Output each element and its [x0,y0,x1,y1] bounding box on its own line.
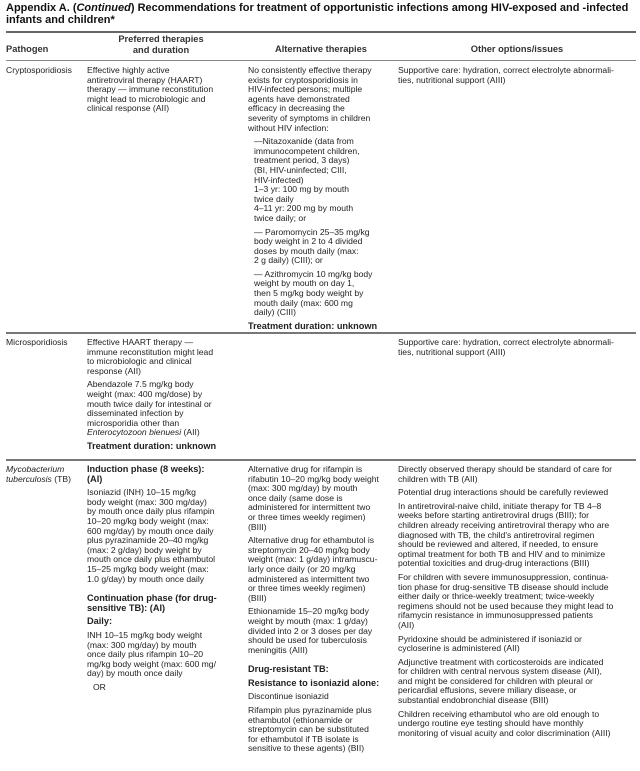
pathogen-name: Mycobacterium tuberculosis [6,464,65,484]
other-cell [398,465,638,742]
paragraph: Alternative drug for ethambutol is streptomycin 20–40 mg/kg body weight (max: 1 g/day) intramuscu- larly once daily (or 20 mg/kg administered as intermittent two or three times weekly regimen) (BIII) [248,535,378,603]
paragraph: Supportive care: hydration, correct electrolyte abnormali- ties, nutritional support (AIII) [398,65,614,85]
paragraph: Supportive care: hydration, correct electrolyte abnormali- ties, nutritional support (AIII) [398,337,614,357]
paragraph: Isoniazid (INH) 10–15 mg/kg body weight (max: 300 mg/day) by mouth once daily plus rifampin 10–20 mg/kg body weight (max: 600 mg/day) by mouth once daily plus pyrazinamide 20–40 mg/kg (max: 2 g/day) body weight by mouth once daily plus ethambutol 15–25 mg/kg body weight (max: 1.0 g/day) by mouth once daily [87,487,216,584]
organism-name: Enterocytozoon bienuesi [87,427,182,438]
paragraph: No consistently effective therapy exists for cryptosporidiosis in HIV-infected persons; multiple agents have demonstrated efficacy in decreasing the severity of symptoms in children without HIV infection: [248,65,372,133]
pathogen-cell [6,338,84,348]
section-heading: Treatment duration: unknown [248,320,378,331]
paragraph: Adjunctive treatment with corticosteroids are indicated for children with central nervous system disease (AII), and might be considered for children with pleural or pericardial effusions, severe miliary disease, or substantial endobronchial disease (BIII) [398,656,604,706]
title-italic: Continued [76,2,131,14]
pathogen-name: Cryptosporidiosis [6,65,72,75]
section-heading: Continuation phase (for drug- sensitive TB): (AI) [87,593,217,613]
paragraph: For children with severe immunosuppression, continua- tion phase for drug-sensitive TB disease should include either daily or thrice-weekly treatment; twice-weekly regimens should not be used because they might lead to rifamycin resistance in immunosuppressed patients (AII) [398,571,614,630]
alternative-cell [248,66,398,335]
title-text: ) Recommendations for treatment of opportunistic infections among HIV-exposed and -infected infants and children* [6,2,629,26]
paragraph: — Paromomycin 25–35 mg/kg body weight in 2 to 4 divided doses by mouth daily (max: 2 g daily) (CIII); or [254,226,370,266]
paragraph: Ethionamide 15–20 mg/kg body weight by mouth (max: 1 g/day) divided into 2 or 3 doses per day should be used for tuberculosis meningitis (AIII) [248,606,373,655]
other-cell [398,66,638,89]
alternative-cell [248,465,398,758]
row-divider [6,332,636,334]
paragraph: INH 10–15 mg/kg body weight (max: 300 mg/day) by mouth once daily plus rifampin 10–20 mg/kg body weight (max: 600 mg/ day) by mouth once daily [87,629,216,679]
paragraph: Rifampin plus pyrazinamide plus ethambutol (ethionamide or streptomycin can be substituted for ethambutol if TB isolate is sensitive to these agents) (BII) [248,705,372,754]
paragraph: Potential drug interactions should be carefully reviewed [398,487,609,498]
paragraph: Directly observed therapy should be standard of care for children with TB (AII) [398,464,613,484]
preferred-cell [87,66,239,118]
section-heading: Drug-resistant TB: [248,664,329,675]
paragraph: Abendazole 7.5 mg/kg body weight (max: 400 mg/dose) by mouth twice daily for intestinal or disseminated infection by microsporidia other than [87,379,212,428]
preferred-cell [87,465,239,696]
header-pathogen: Pathogen [6,44,49,54]
pathogen-name: Microsporidiosis [6,337,68,347]
section-heading: Induction phase (8 weeks): (AI) [87,464,205,484]
paragraph [87,428,239,438]
header-preferred: Preferred therapies and duration [118,34,204,55]
paragraph: In antiretroviral-naive child, initiate therapy for TB 4–8 weeks before starting antiretroviral drugs (BIII); for children already receiving antiretroviral therapy who are diagnosed with TB, the child's antiretroviral regimen should be reviewed and altered, if needed, to ensure optimal treatment for both TB and HIV and to minimize potential toxicities and drug-drug interactions (BIII) [398,500,610,569]
row-divider [6,459,636,461]
title-prefix: Appendix A. ( [6,2,77,14]
section-heading: Daily: [87,616,113,627]
pathogen-cell [6,465,84,484]
top-rule [6,31,636,33]
paragraph: Effective HAART therapy — immune reconstitution might lead to microbiologic and clinical response (AII) [87,337,214,376]
paragraph: Effective highly active antiretroviral therapy (HAART) therapy — immune reconstitution might lead to microbiologic and clinical response (AII) [87,65,214,114]
header-alternative: Alternative therapies [275,44,367,54]
section-heading: Resistance to isoniazid alone: [248,677,380,688]
pathogen-cell [6,66,84,76]
other-cell [398,338,638,361]
pathogen-abbrev: (TB) [51,473,71,484]
paragraph: — Azithromycin 10 mg/kg body weight by mouth on day 1, then 5 mg/kg body weight by mouth daily (max: 600 mg daily) (CIII) [254,268,373,318]
paragraph: OR [93,681,106,692]
paragraph: —Nitazoxanide (data from immunocompetent children, treatment period, 3 days) (BI, HIV-uninfected; CIII, HIV-infected) 1–3 yr: 100 mg by mouth twice daily 4–11 yr: 200 mg by mouth twice daily; or [254,136,360,223]
section-heading: Treatment duration: unknown [87,440,217,451]
paragraph: Children receiving ethambutol who are old enough to undergo routine eye testing should have monthly monitoring of visual acuity and color discrimination (AIII) [398,708,611,738]
paragraph: Alternative drug for rifampin is rifabutin 10–20 mg/kg body weight (max: 300 mg/day) by mouth once daily (same dose is administered for intermittent two or three times weekly regimen) (BIII) [248,464,379,532]
header-rule [6,60,636,61]
preferred-cell [87,338,239,456]
table-title [6,3,636,26]
evidence-rating: (AII) [181,427,200,438]
paragraph: Discontinue isoniazid [248,691,329,702]
header-other: Other options/issues [470,44,564,54]
paragraph: Pyridoxine should be administered if isoniazid or cycloserine is administered (AII) [398,633,582,654]
